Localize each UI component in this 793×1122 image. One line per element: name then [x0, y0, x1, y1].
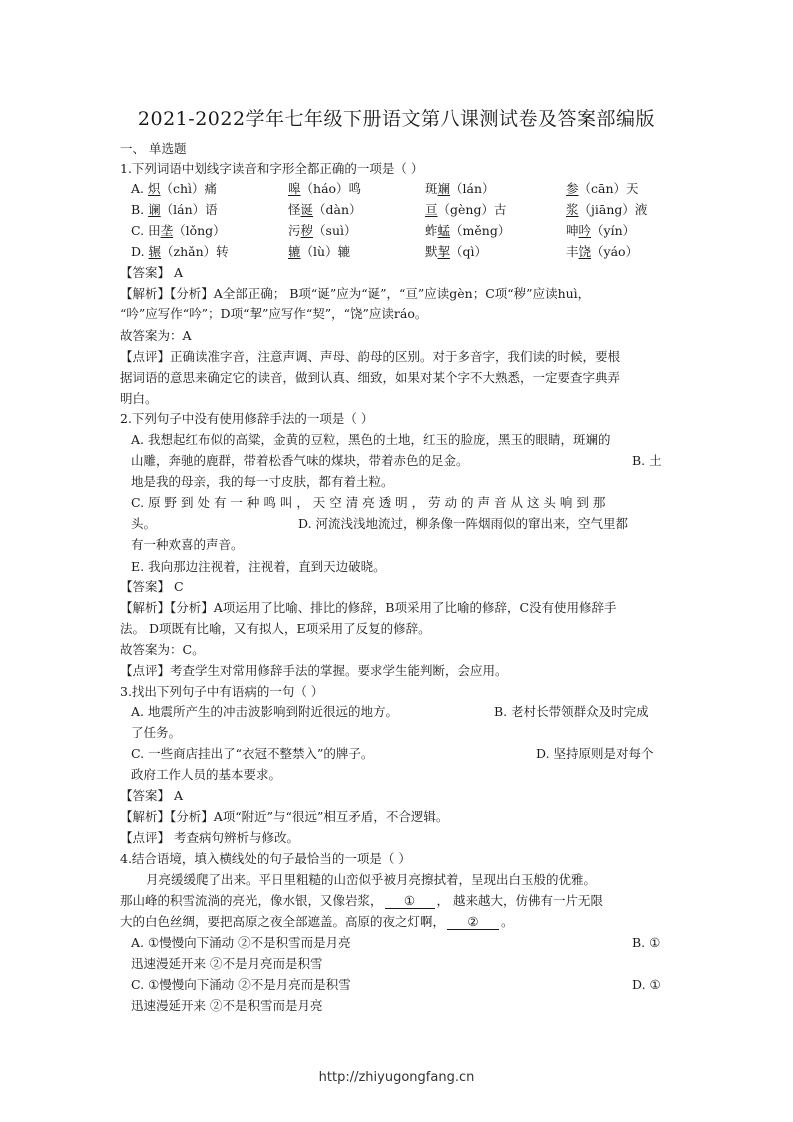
q3-option-b-start: B. 老村长带领群众及时完成 [494, 704, 649, 719]
q1-cell-reading: （cān）天 [578, 181, 639, 196]
q1-cell-reading: （suì） [313, 223, 357, 238]
q1-cell-prefix: 默 [425, 244, 438, 259]
q4-option-c: C. ①慢慢向下涌动 ②不是月亮而是积雪 [131, 977, 351, 992]
section-heading: 一、 单选题 [120, 141, 187, 156]
q2-option-d-line-1: D. 河流浅浅地流过，柳条像一阵烟雨似的窜出来，空气里都 [298, 516, 629, 531]
q4-option-d-start: D. ① [632, 977, 661, 992]
q1-cell-reading: （háo）鸣 [300, 181, 362, 196]
q3-option-d-end: 政府工作人员的基本要求。 [131, 767, 282, 782]
q3-analysis: 【解析】【分析】A项“附近”与“很远”相互矛盾，不合逻辑。 [120, 809, 449, 824]
q1-underlined-char: 辗 [148, 244, 162, 259]
q1-option-cell [566, 180, 639, 198]
q1-cell-reading: （zhǎn）转 [161, 244, 229, 259]
fill-blank-1[interactable]: ① [385, 894, 435, 909]
footer-url[interactable]: http://zhiyugongfang.cn [318, 1070, 475, 1085]
q1-option-cell [131, 243, 229, 261]
q1-cell-prefix: B. [131, 202, 149, 217]
q1-cell-reading: （gèng）古 [437, 202, 507, 217]
q1-cell-prefix: D. [131, 244, 149, 259]
q1-cell-prefix: 斑 [425, 181, 438, 196]
q1-comment-line-3: 明白。 [120, 391, 158, 406]
q1-cell-reading: （dàn） [313, 202, 362, 217]
q3-answer: 【答案】 A [120, 788, 184, 803]
q2-option-a-line-1: A. 我想起红布似的高粱，金黄的豆粒，黑色的土地，红玉的脸庞，黑玉的眼睛，斑斓的 [131, 432, 611, 447]
q2-option-b-start: B. 土 [632, 453, 662, 468]
q1-option-cell [131, 180, 217, 198]
q1-underlined-char: 吟 [578, 223, 592, 238]
q1-cell-reading: （qì） [450, 244, 488, 259]
q1-conclusion: 故答案为：A [120, 328, 192, 343]
q2-comment: 【点评】考查学生对常用修辞手法的掌握。要求学生能判断，会应用。 [120, 663, 508, 678]
q2-answer: 【答案】 C [120, 579, 184, 594]
q4-option-a: A. ①慢慢向下涌动 ②不是积雪而是月亮 [131, 935, 351, 950]
q1-cell-reading: （lǒng） [173, 223, 226, 238]
q1-underlined-char: 谰 [148, 202, 161, 217]
q1-option-cell [566, 201, 647, 219]
q1-underlined-char: 秽 [300, 223, 314, 238]
fill-blank-2[interactable]: ② [447, 915, 499, 930]
q1-cell-prefix: 蚱 [425, 223, 438, 238]
q1-option-cell [425, 201, 506, 219]
q1-underlined-char: 饶 [578, 244, 592, 259]
q4-passage-text: 那山峰的积雪流淌的亮光，像水银，又像岩浆， [120, 893, 383, 908]
q1-option-cell [288, 222, 357, 240]
q1-stem: 1.下列词语中划线字读音和字形全都正确的一项是（ ） [120, 161, 424, 176]
q1-underlined-char: 炽 [147, 181, 161, 196]
q1-option-cell [288, 201, 362, 219]
q4-passage-text: ， 越来越大，仿佛有一片无限 [436, 893, 603, 908]
q1-cell-prefix: A. [131, 181, 148, 196]
q2-option-c-line-1: C. 原 野 到 处 有 一 种 鸣 叫 ， 天 空 清 亮 透 明 ， 劳 动 的 声 音 从 这 头 响 到 那 [131, 495, 606, 510]
q2-option-c-line-2: 头。 [131, 516, 157, 531]
q1-option-cell [425, 180, 495, 198]
q1-option-cell [131, 201, 218, 219]
q1-cell-reading: （chì）痛 [160, 181, 218, 196]
q4-option-b-start: B. ① [632, 935, 661, 950]
q4-passage-line-1: 月亮缓缓爬了出来。平日里粗糙的山峦似乎被月亮擦拭着，呈现出白玉般的优雅。 [146, 872, 597, 887]
q1-underlined-char: 嗥 [288, 181, 301, 196]
q1-option-cell [131, 222, 226, 240]
q4-passage-line-3 [120, 913, 514, 931]
q4-passage-text: 。 [501, 914, 514, 929]
document-title: 2021-2022学年七年级下册语文第八课测试卷及答案部编版 [137, 108, 656, 130]
q1-underlined-char: 垄 [160, 223, 174, 238]
q1-option-cell [566, 243, 638, 261]
q1-underlined-char: 浆 [566, 202, 579, 217]
q2-option-a-line-2: 山雕，奔驰的鹿群，带着松香气味的煤块，带着赤色的足金。 [131, 453, 469, 468]
q1-comment-line-1: 【点评】正确读准字音，注意声调、声母、韵母的区别。对于多音字，我们读的时候，要根 [120, 349, 621, 364]
q1-option-cell [425, 243, 487, 261]
q1-option-cell [288, 180, 361, 198]
q1-comment-line-2: 据词语的意思来确定它的读音，做到认真、细致，如果对某个字不大熟悉，一定要查字典弄 [120, 370, 621, 385]
q1-cell-reading: （yín） [591, 223, 636, 238]
q4-passage-text: 大的白色丝绸，要把高原之夜全部遮盖。高原的夜之灯啊， [120, 914, 446, 929]
q1-cell-prefix: 丰 [566, 244, 579, 259]
q2-analysis-line-1: 【解析】【分析】A项运用了比喻、排比的修辞，B项采用了比喻的修辞，C没有使用修辞手 [120, 600, 617, 615]
q1-underlined-char: 亘 [425, 202, 438, 217]
q2-analysis-line-2: 法。 D项既有比喻，又有拟人，E项采用了反复的修辞。 [120, 621, 431, 636]
q1-cell-reading: （lán）语 [160, 202, 218, 217]
q4-passage-line-2 [120, 892, 603, 910]
q1-underlined-char: 参 [566, 181, 579, 196]
q3-option-c: C. 一些商店挂出了“衣冠不整禁入”的牌子。 [131, 746, 374, 761]
q4-option-d-end: 迅速漫延开来 ②不是积雪而是月亮 [131, 998, 323, 1013]
q4-option-b-end: 迅速漫延开来 ②不是月亮而是积雪 [131, 956, 323, 971]
q1-analysis-line-1: 【解析】【分析】A全部正确； B项“诞”应为“诞”，“亘”应读gèn；C项“秽”应读huì， [120, 286, 591, 301]
q1-option-cell [288, 243, 350, 261]
q1-underlined-char: 辘 [288, 244, 301, 259]
q2-option-b-line: 地是我的母亲，我的每一寸皮肤，都有着土粒。 [131, 474, 394, 489]
q1-option-cell [425, 222, 510, 240]
q1-cell-reading: （yáo） [591, 244, 639, 259]
q1-analysis-line-2: “吟”应写作“吟”；D项“挈”应写作“契”，“饶”应读ráo。 [120, 306, 428, 321]
q1-cell-prefix: 怪 [288, 202, 301, 217]
q2-conclusion: 故答案为：C。 [120, 642, 205, 657]
q3-option-d-start: D. 坚持原则是对每个 [536, 746, 654, 761]
q1-cell-reading: （měng） [450, 223, 511, 238]
q2-option-e: E. 我向那边注视着，注视着，直到天边破晓。 [131, 559, 386, 574]
q2-option-d-line-2: 有一种欢喜的声音。 [131, 537, 244, 552]
q3-option-b-end: 了任务。 [131, 725, 182, 740]
q3-stem: 3.找出下列句子中有语病的一句（ ） [120, 684, 324, 699]
q1-answer: 【答案】 A [120, 265, 184, 280]
q1-underlined-char: 斓 [437, 181, 451, 196]
q2-stem: 2.下列句子中没有使用修辞手法的一项是（ ） [120, 411, 374, 426]
q4-stem: 4.结合语境，填入横线处的句子最恰当的一项是（ ） [120, 851, 411, 866]
q1-option-cell [566, 222, 635, 240]
q1-cell-reading: （jiāng）液 [578, 202, 648, 217]
q1-cell-prefix: 污 [288, 223, 301, 238]
q1-underlined-char: 蜢 [437, 223, 451, 238]
q1-cell-reading: （lán） [450, 181, 495, 196]
q3-option-a: A. 地震所产生的冲击波影响到附近很远的地方。 [131, 704, 398, 719]
q1-cell-reading: （lù）辘 [300, 244, 351, 259]
q1-cell-prefix: 呻 [566, 223, 579, 238]
q3-comment: 【点评】 考查病句辨析与修改。 [120, 830, 299, 845]
q1-underlined-char: 挈 [437, 244, 451, 259]
q1-underlined-char: 诞 [300, 202, 314, 217]
q1-cell-prefix: C. 田 [131, 223, 161, 238]
